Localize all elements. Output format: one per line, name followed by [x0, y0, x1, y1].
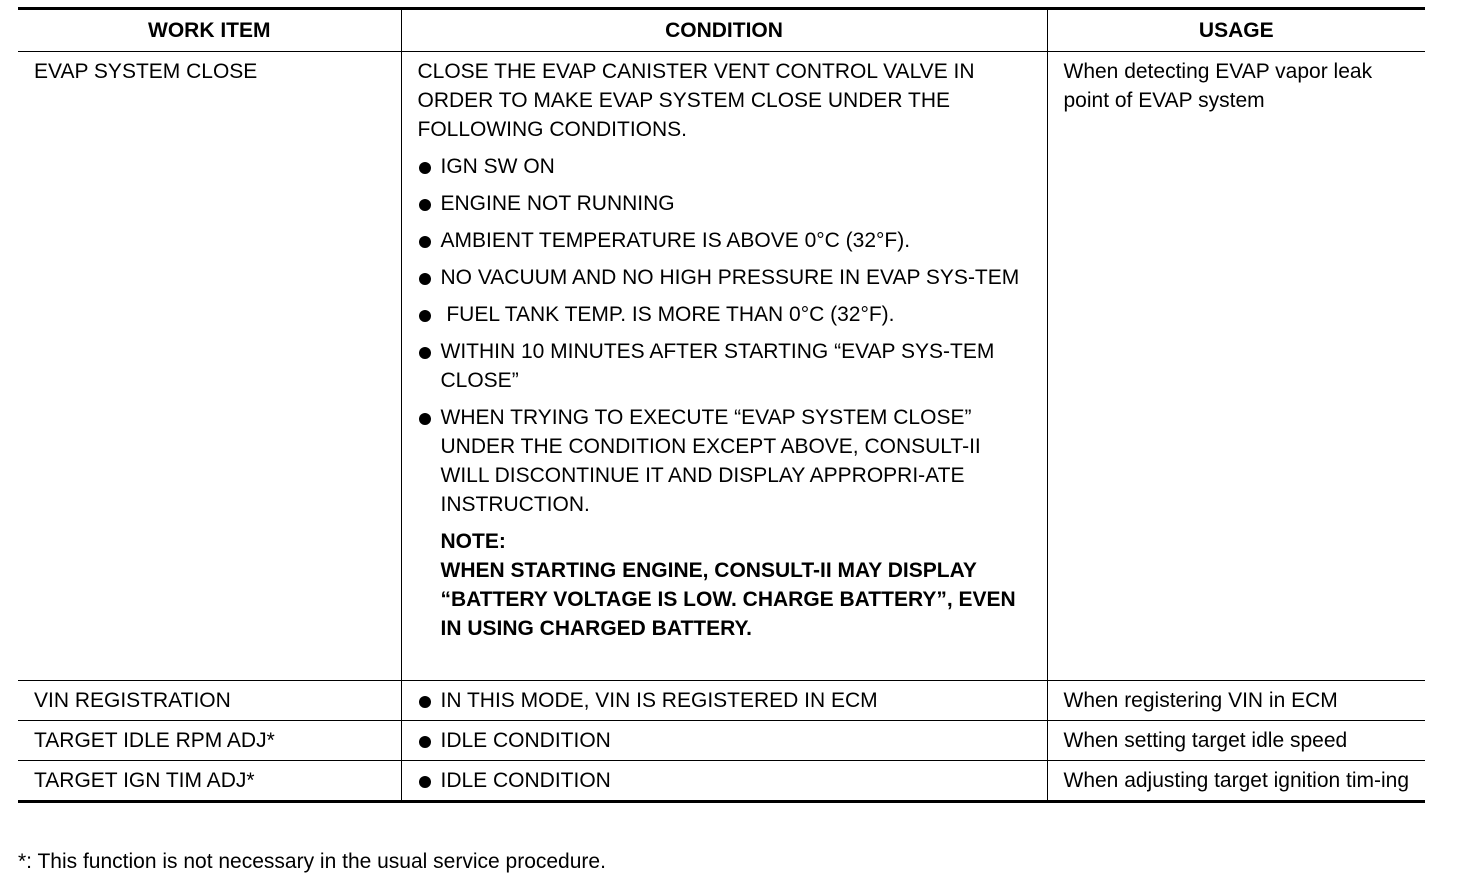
- note-block: [418, 527, 1035, 643]
- condition-list: [418, 766, 1035, 795]
- bullet-icon: [419, 273, 431, 285]
- condition-text: WHEN TRYING TO EXECUTE “EVAP SYSTEM CLOSE” UNDER THE CONDITION EXCEPT ABOVE, CONSULT-II WILL DISCONTINUE IT AND DISPLAY APPROPRI-ATE INSTRUCTION.: [440, 406, 981, 516]
- table-row: [18, 681, 1425, 721]
- header-condition: CONDITION: [401, 9, 1047, 52]
- bullet-icon: [419, 347, 431, 359]
- condition-text: IDLE CONDITION: [440, 729, 611, 752]
- condition-item: [418, 226, 1035, 255]
- work-item-cell: TARGET IGN TIM ADJ*: [18, 761, 401, 802]
- condition-item: [418, 766, 1035, 795]
- header-usage: USAGE: [1047, 9, 1425, 52]
- condition-text: WITHIN 10 MINUTES AFTER STARTING “EVAP SYS-TEM CLOSE”: [440, 340, 995, 392]
- condition-text: IDLE CONDITION: [440, 769, 611, 792]
- bullet-icon: [419, 736, 431, 748]
- footnote: *: This function is not necessary in the usual service procedure.: [18, 850, 606, 873]
- table-row: [18, 721, 1425, 761]
- condition-cell: [401, 721, 1047, 761]
- condition-text: AMBIENT TEMPERATURE IS ABOVE 0°C (32°F).: [440, 229, 911, 252]
- bullet-icon: [419, 199, 431, 211]
- work-item-cell: TARGET IDLE RPM ADJ*: [18, 721, 401, 761]
- condition-item: [418, 263, 1035, 292]
- bullet-icon: [419, 236, 431, 248]
- condition-cell: [401, 681, 1047, 721]
- bullet-icon: [419, 162, 431, 174]
- condition-text: IN THIS MODE, VIN IS REGISTERED IN ECM: [440, 689, 878, 712]
- table-row: [18, 52, 1425, 681]
- condition-item: [418, 337, 1035, 395]
- condition-list: [418, 686, 1035, 715]
- condition-cell: [401, 52, 1047, 681]
- condition-item: [418, 300, 1035, 329]
- bullet-icon: [419, 310, 431, 322]
- bullet-icon: [419, 413, 431, 425]
- condition-item: [418, 152, 1035, 181]
- work-item-table: [18, 7, 1425, 803]
- condition-item: [418, 686, 1035, 715]
- usage-cell: When registering VIN in ECM: [1047, 681, 1425, 721]
- work-support-document: [18, 7, 1425, 803]
- condition-item: [418, 189, 1035, 218]
- condition-text: IGN SW ON: [440, 155, 555, 178]
- note-text: WHEN STARTING ENGINE, CONSULT-II MAY DISPLAY “BATTERY VOLTAGE IS LOW. CHARGE BATTERY”, EVEN IN USING CHARGED BATTERY.: [440, 559, 1016, 640]
- condition-list: [418, 152, 1035, 519]
- condition-item: [418, 726, 1035, 755]
- work-item-cell: EVAP SYSTEM CLOSE: [18, 52, 401, 681]
- usage-cell: When setting target idle speed: [1047, 721, 1425, 761]
- bullet-icon: [419, 696, 431, 708]
- table-row: [18, 761, 1425, 802]
- bullet-icon: [419, 776, 431, 788]
- header-work-item: WORK ITEM: [18, 9, 401, 52]
- condition-item: [418, 403, 1035, 519]
- usage-cell: When adjusting target ignition tim-ing: [1047, 761, 1425, 802]
- condition-text: NO VACUUM AND NO HIGH PRESSURE IN EVAP SYS-TEM: [440, 266, 1020, 289]
- header-row: [18, 9, 1425, 52]
- condition-cell: [401, 761, 1047, 802]
- condition-list: [418, 726, 1035, 755]
- usage-cell: When detecting EVAP vapor leak point of EVAP system: [1047, 52, 1425, 681]
- note-title: NOTE:: [440, 530, 506, 553]
- work-item-cell: VIN REGISTRATION: [18, 681, 401, 721]
- condition-text: ENGINE NOT RUNNING: [440, 192, 675, 215]
- condition-intro: CLOSE THE EVAP CANISTER VENT CONTROL VALVE IN ORDER TO MAKE EVAP SYSTEM CLOSE UNDER THE FOLLOWING CONDITIONS.: [417, 60, 975, 141]
- condition-text: FUEL TANK TEMP. IS MORE THAN 0°C (32°F).: [440, 303, 895, 326]
